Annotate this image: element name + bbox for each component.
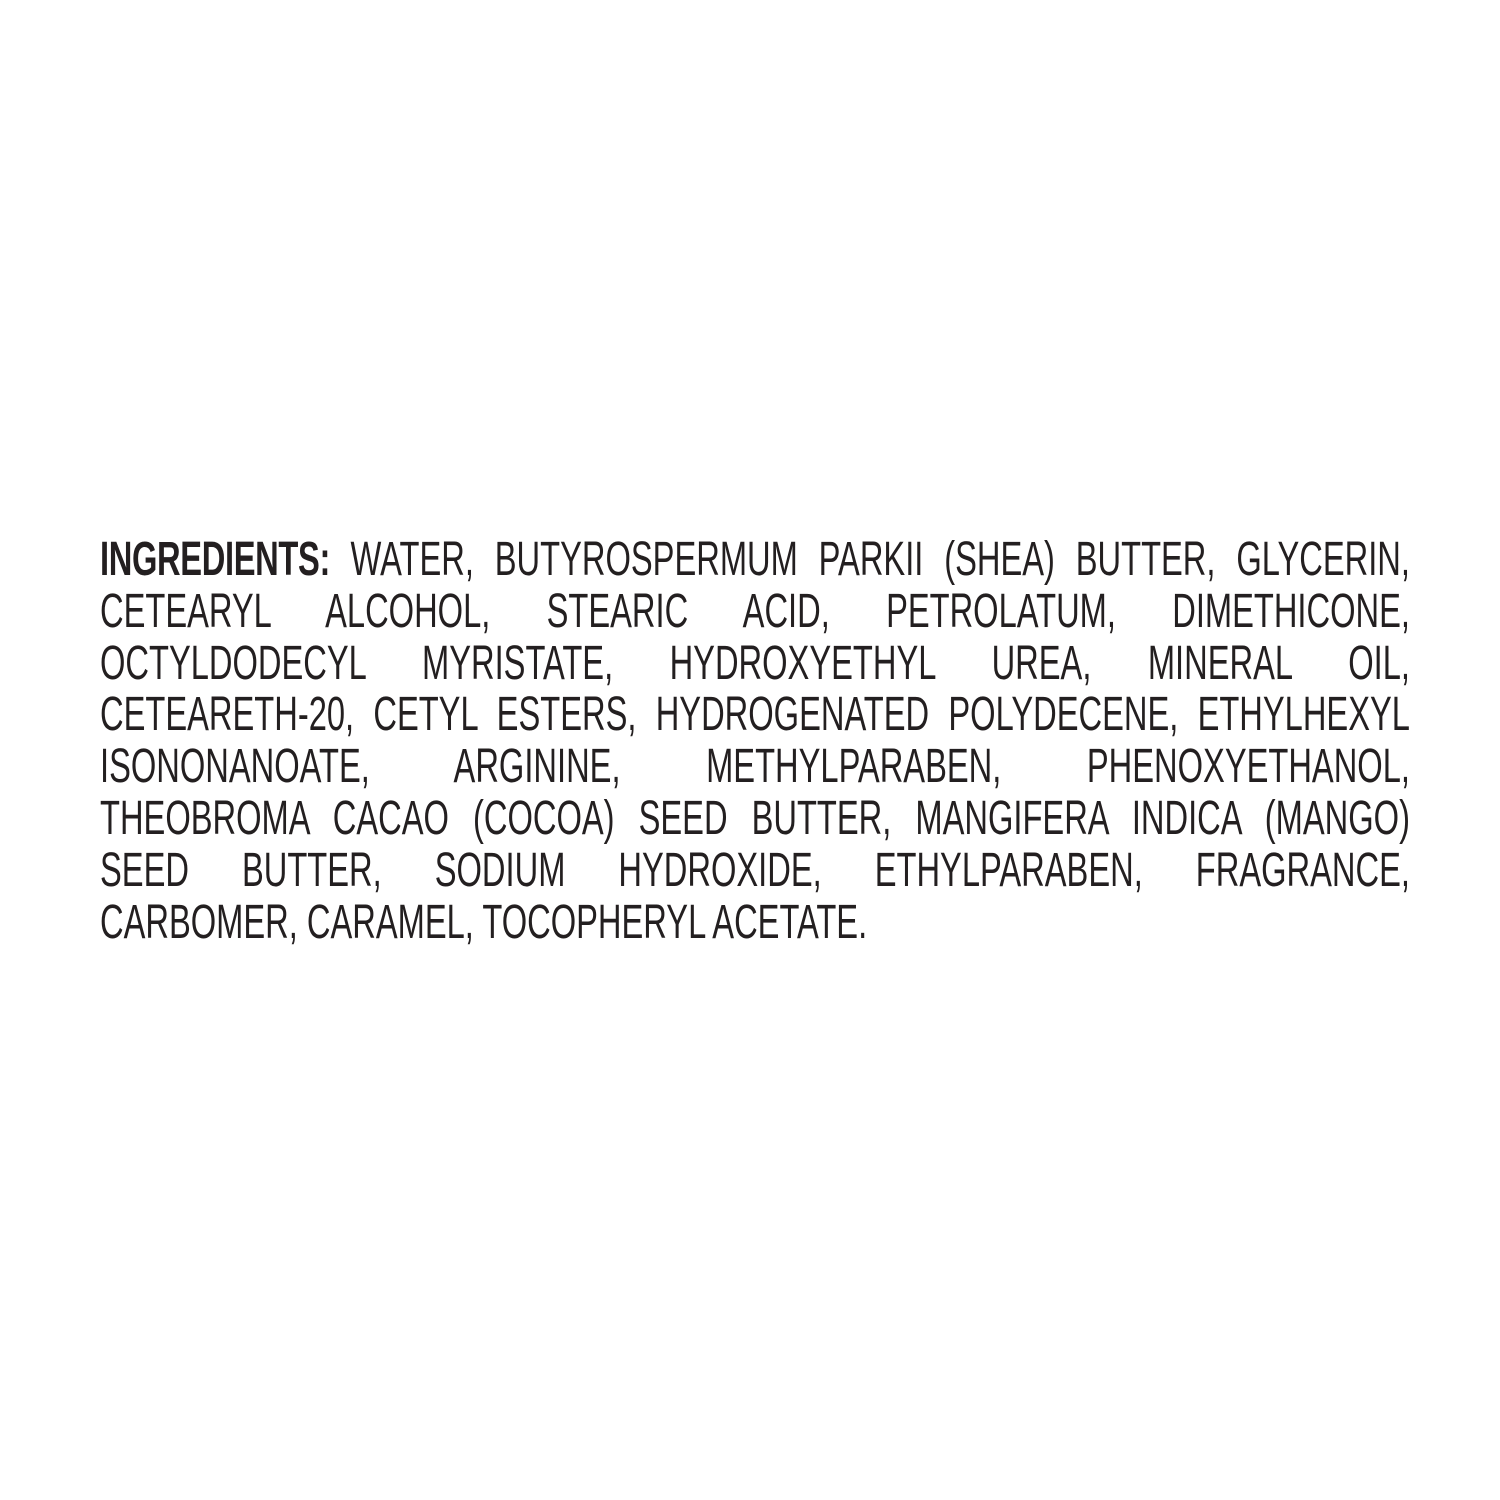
ingredients-line: INGREDIENTS: WATER, BUTYROSPERMUM PARKII (SHEA) BUTTER, GLYCERIN,: [100, 533, 1410, 586]
ingredients-line: OCTYLDODECYL MYRISTATE, HYDROXYETHYL UREA, MINERAL OIL,: [100, 636, 1410, 690]
ingredients-line: THEOBROMA CACAO (COCOA) SEED BUTTER, MANGIFERA INDICA (MANGO): [100, 791, 1410, 845]
ingredients-line: ISONONANOATE, ARGININE, METHYLPARABEN, PHENOXYETHANOL,: [100, 740, 1410, 794]
ingredients-line: SEED BUTTER, SODIUM HYDROXIDE, ETHYLPARABEN, FRAGRANCE,: [100, 843, 1410, 897]
ingredients-line: CETEARYL ALCOHOL, STEARIC ACID, PETROLATUM, DIMETHICONE,: [100, 584, 1410, 638]
ingredients-line: CETEARETH-20, CETYL ESTERS, HYDROGENATED POLYDECENE, ETHYLHEXYL: [100, 688, 1410, 742]
ingredients-heading: INGREDIENTS:: [100, 533, 351, 586]
ingredients-line: CARBOMER, CARAMEL, TOCOPHERYL ACETATE.: [100, 895, 868, 949]
ingredients-paragraph: [100, 534, 1410, 948]
